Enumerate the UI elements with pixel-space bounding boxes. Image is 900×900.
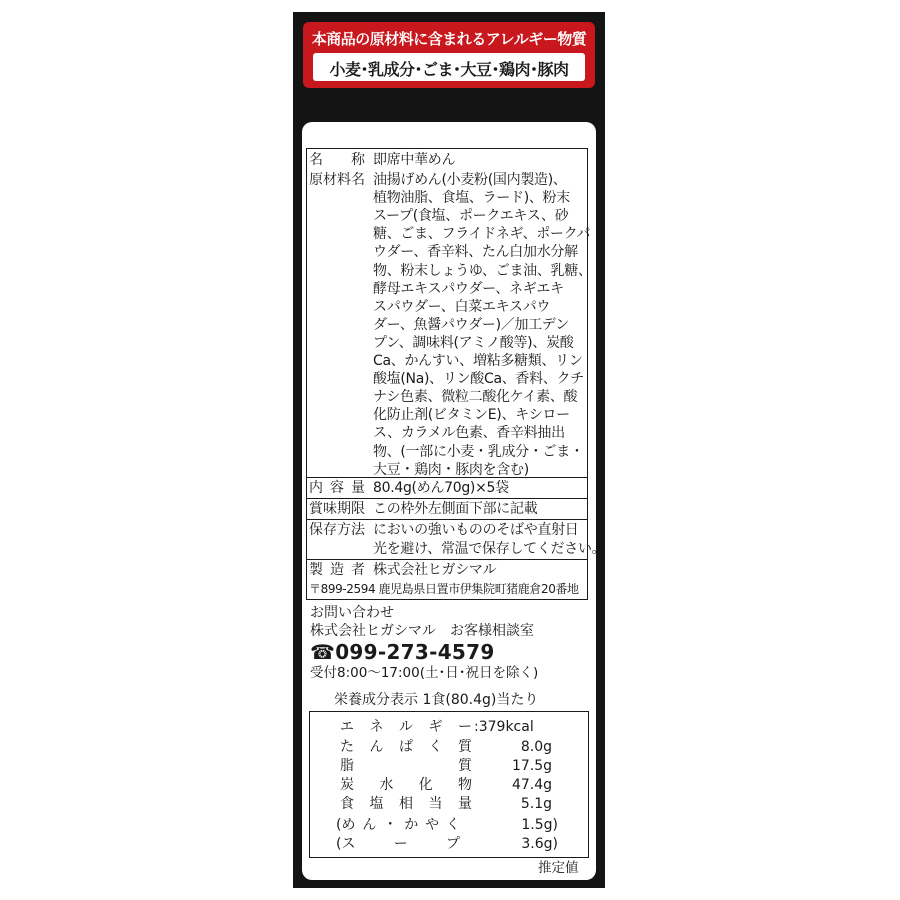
divider [306, 559, 588, 560]
nutrition-value-fat: 17.5g [511, 758, 552, 774]
nutrition-label-fat: 脂 質 [340, 758, 472, 774]
contact-hours: 受付8:00～17:00(土･日･祝日を除く) [310, 665, 539, 681]
storage-label: 保存方法 [309, 522, 365, 538]
content-label: 内 容 量 [309, 480, 365, 496]
maker-label: 製 造 者 [309, 562, 365, 578]
ingredients-line: ナシ色素、微粒二酸化ケイ素、酸 [373, 389, 578, 406]
ingredients-line: 酸塩(Na)、リン酸Ca、香料、クチ [373, 371, 584, 388]
nutrition-title: 栄養成分表示 1食(80.4g)当たり [334, 692, 539, 708]
nutrition-label-carbs: 炭 水 化 物 [340, 777, 472, 793]
nutrition-label-noodle: (め ん ・ か や く [336, 817, 460, 833]
estimated-value-note: 推定値 [538, 860, 579, 876]
maker-value: 株式会社ヒガシマル [373, 562, 497, 578]
nutrition-label-soup: (ス ー プ [336, 836, 460, 852]
name-label: 名 称 [309, 152, 365, 168]
phone-number: 099-273-4579 [335, 640, 495, 664]
ingredients-line: 植物油脂、食塩、ラード)、粉末 [373, 190, 570, 207]
ingredients-line: 糖、ごま、フライドネギ、ポークパ [373, 226, 591, 243]
ingredients-line: 油揚げめん(小麦粉(国内製造)、 [373, 172, 567, 188]
nutrition-value-noodle: 1.5g) [521, 817, 558, 833]
nutrition-value-energy: :379kcal [474, 719, 534, 735]
phone-number-line [310, 640, 495, 664]
ingredients-line: プン、調味料(アミノ酸等)、炭酸 [373, 334, 574, 351]
divider [306, 498, 588, 499]
storage-line: 光を避け、常温で保存してください。 [373, 541, 606, 557]
ingredients-line: 大豆・鶏肉・豚肉を含む) [373, 461, 529, 478]
storage-line: においの強いもののそばや直射日 [373, 522, 579, 538]
best-before-label: 賞味期限 [309, 501, 365, 517]
allergy-items: 小麦･乳成分･ごま･大豆･鶏肉･豚肉 [329, 60, 569, 79]
allergy-items-box [313, 53, 585, 81]
nutrition-label-protein: た ん ぱ く 質 [340, 739, 472, 755]
ingredients-line: ス、カラメル色素、香辛料抽出 [373, 425, 565, 442]
maker-address: 〒899-2594 鹿児島県日置市伊集院町猪鹿倉20番地 [309, 582, 579, 596]
ingredients-line: 物、粉末しょうゆ、ごま油、乳糖、 [373, 262, 592, 279]
ingredients-line: ダー、魚醤パウダー)／加工デン [373, 316, 569, 333]
ingredients-line: ウダー、香辛料、たん白加水分解 [373, 244, 578, 261]
divider [306, 477, 588, 478]
nutrition-value-protein: 8.0g [520, 739, 552, 755]
content-value: 80.4g(めん70g)×5袋 [373, 480, 509, 496]
nutrition-label-salt: 食 塩 相 当 量 [340, 796, 472, 812]
ingredients-line: スパウダー、白菜エキスパウ [373, 298, 551, 315]
ingredients-line: 化防止剤(ビタミンE)、キシロー [373, 407, 570, 424]
allergy-header [303, 22, 595, 88]
nutrition-value-salt: 5.1g [520, 796, 552, 812]
nutrition-label-energy: エ ネ ル ギ ー [340, 719, 472, 735]
divider [306, 519, 588, 520]
ingredients-line: Ca、かんすい、増粘多糖類、リン [373, 353, 583, 369]
contact-heading: お問い合わせ [310, 605, 394, 621]
nutrition-value-carbs: 47.4g [511, 777, 552, 793]
ingredients-label: 原材料名 [309, 172, 365, 188]
contact-company: 株式会社ヒガシマル お客様相談室 [310, 623, 534, 639]
ingredients-line: スープ(食塩、ポークエキス、砂 [373, 208, 569, 225]
best-before-value: この枠外左側面下部に記載 [373, 501, 538, 517]
name-value: 即席中華めん [373, 152, 456, 168]
allergy-title: 本商品の原材料に含まれるアレルギー物質 [311, 30, 587, 48]
ingredients-line: 物、(一部に小麦・乳成分・ごま・ [373, 443, 584, 460]
ingredients-line: 酵母エキスパウダー、ネギエキ [373, 280, 564, 297]
nutrition-value-soup: 3.6g) [521, 836, 558, 852]
telephone-icon: ☎ [310, 640, 336, 664]
